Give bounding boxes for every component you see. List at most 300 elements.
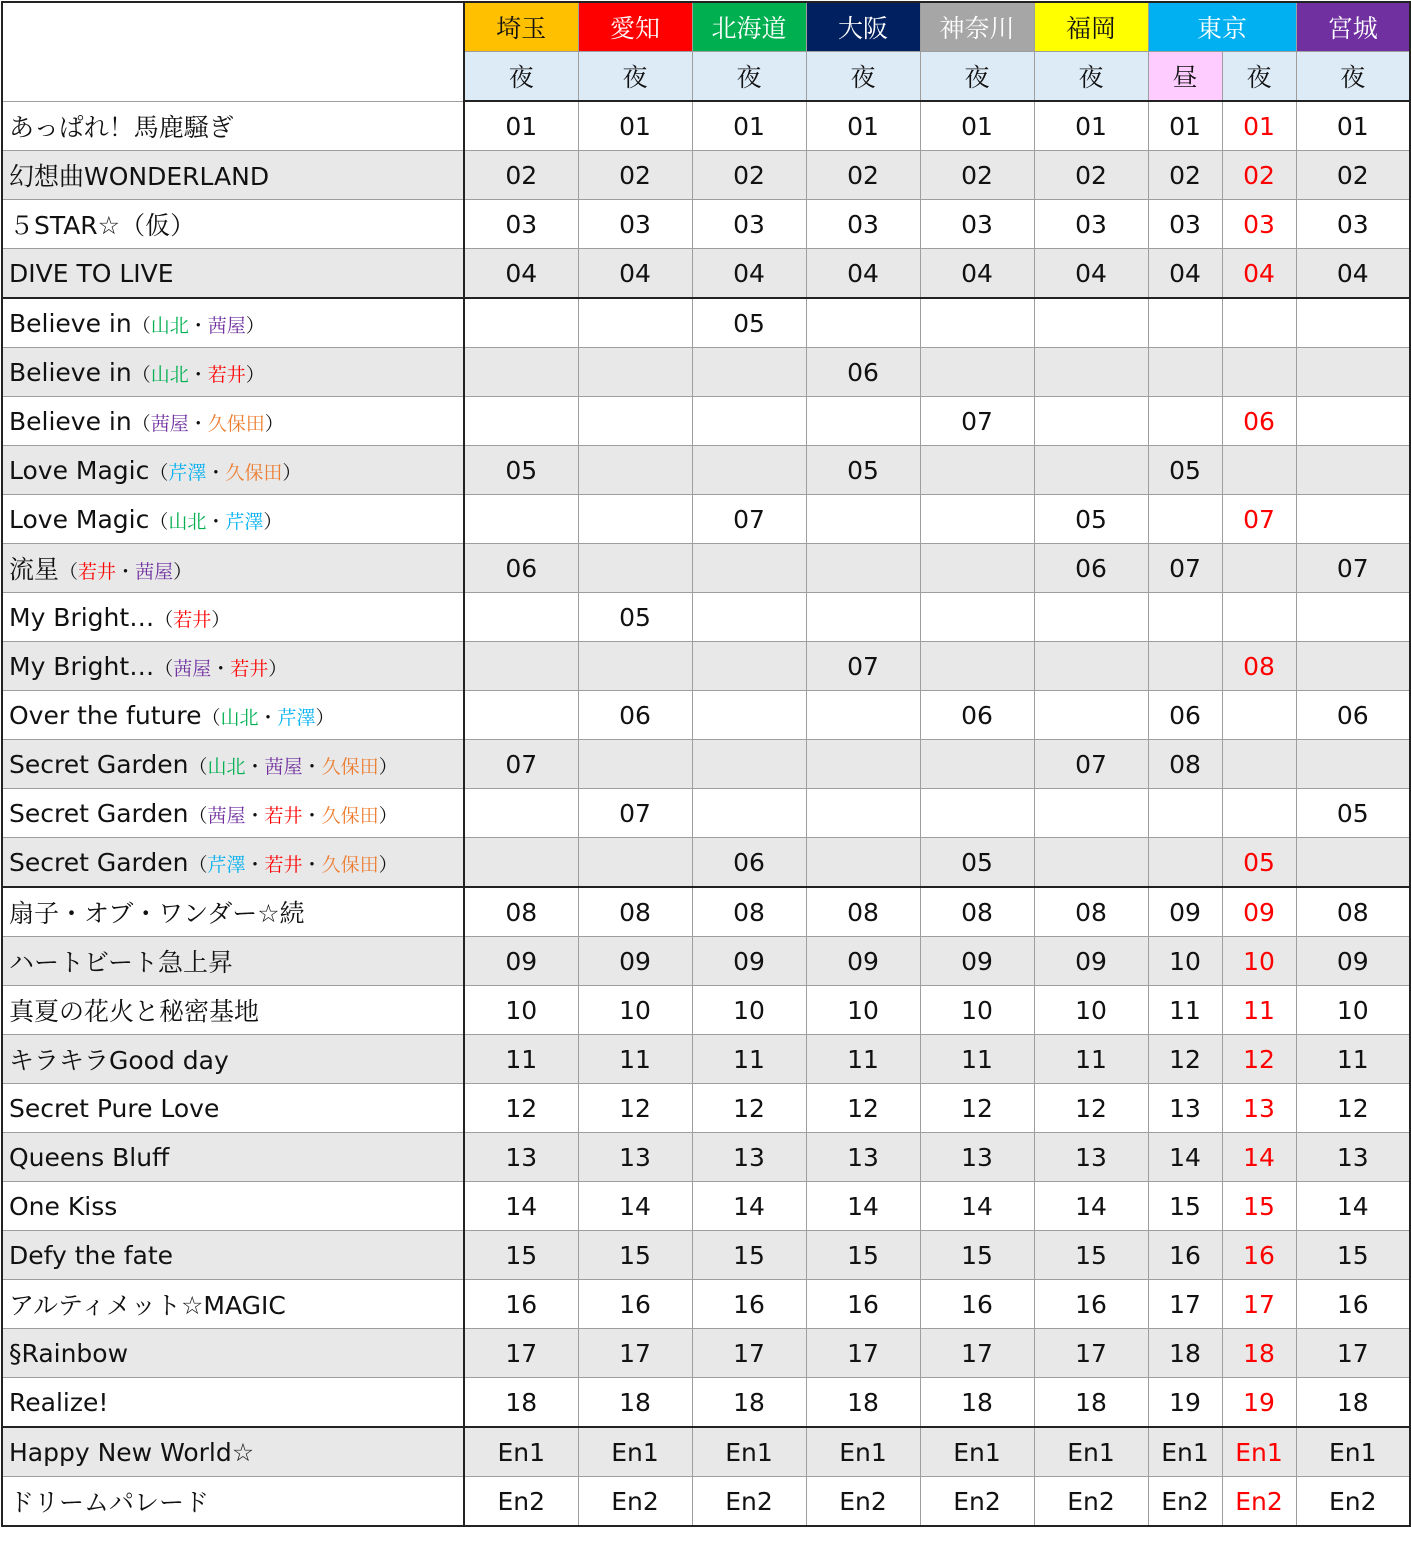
order-cell: 14 — [1034, 1182, 1148, 1231]
order-cell: 18 — [578, 1378, 692, 1428]
order-cell: 09 — [692, 937, 806, 986]
song-cell — [2, 200, 464, 249]
song-cell — [2, 495, 464, 544]
order-cell: 14 — [1222, 1133, 1296, 1182]
order-cell: 08 — [1034, 887, 1148, 937]
city-header: 福岡 — [1034, 2, 1148, 52]
order-cell: 11 — [692, 1035, 806, 1084]
order-cell: 14 — [806, 1182, 920, 1231]
setlist-row — [2, 495, 1410, 544]
song-cell — [2, 1231, 464, 1280]
order-cell: 11 — [1222, 986, 1296, 1035]
order-cell: 07 — [578, 789, 692, 838]
song-cell — [2, 691, 464, 740]
show-time-label: 夜 — [578, 52, 692, 102]
city-header-row — [2, 2, 1410, 52]
order-cell: 14 — [1148, 1133, 1222, 1182]
member-name: 茜屋 — [135, 561, 174, 583]
order-cell: 05 — [1034, 495, 1148, 544]
order-cell: 08 — [920, 887, 1034, 937]
order-cell — [464, 348, 578, 397]
order-cell: 02 — [920, 151, 1034, 200]
order-cell: 05 — [692, 298, 806, 348]
order-cell: 16 — [692, 1280, 806, 1329]
order-cell: 15 — [1034, 1231, 1148, 1280]
order-cell: 09 — [1148, 887, 1222, 937]
order-cell — [806, 789, 920, 838]
order-cell: 06 — [692, 838, 806, 888]
order-cell: 17 — [920, 1329, 1034, 1378]
order-cell: 06 — [1222, 397, 1296, 446]
show-time-label: 夜 — [692, 52, 806, 102]
setlist-row — [2, 446, 1410, 495]
song-title: Love Magic — [9, 504, 150, 534]
order-cell: 01 — [806, 101, 920, 151]
order-cell — [578, 348, 692, 397]
order-cell — [1148, 593, 1222, 642]
order-cell: 14 — [1296, 1182, 1410, 1231]
setlist-row — [2, 1378, 1410, 1428]
order-cell — [1222, 691, 1296, 740]
show-time-label: 夜 — [920, 52, 1034, 102]
order-cell: 11 — [1034, 1035, 1148, 1084]
order-cell: En1 — [1034, 1427, 1148, 1477]
setlist-row — [2, 200, 1410, 249]
order-cell: 04 — [464, 249, 578, 299]
order-cell — [692, 446, 806, 495]
order-cell — [578, 298, 692, 348]
show-time-label: 夜 — [464, 52, 578, 102]
corner-cell — [2, 2, 464, 101]
order-cell: 06 — [1148, 691, 1222, 740]
order-cell: 12 — [920, 1084, 1034, 1133]
member-name: 久保田 — [207, 412, 265, 435]
song-cell — [2, 593, 464, 642]
city-header: 埼玉 — [464, 2, 578, 52]
order-cell: 13 — [1034, 1133, 1148, 1182]
song-title: One Kiss — [9, 1191, 118, 1221]
song-cell — [2, 1477, 464, 1527]
order-cell — [920, 446, 1034, 495]
order-cell — [1222, 789, 1296, 838]
order-cell: 01 — [578, 101, 692, 151]
song-cell — [2, 446, 464, 495]
order-cell: 09 — [1034, 937, 1148, 986]
song-title: 扇子・オブ・ワンダー☆続 — [9, 899, 305, 928]
song-title: ドリームパレード — [9, 1488, 210, 1517]
order-cell: 10 — [1296, 986, 1410, 1035]
order-cell — [578, 397, 692, 446]
setlist-row — [2, 642, 1410, 691]
order-cell: 13 — [692, 1133, 806, 1182]
order-cell — [692, 593, 806, 642]
order-cell: En2 — [464, 1477, 578, 1527]
order-cell — [1222, 348, 1296, 397]
order-cell — [806, 593, 920, 642]
setlist-row — [2, 1280, 1410, 1329]
setlist-row — [2, 593, 1410, 642]
member-name: 芹澤 — [277, 706, 316, 729]
order-cell: En2 — [1222, 1477, 1296, 1527]
member-note: （山北・茜屋・久保田） — [188, 755, 398, 778]
member-note: （芹澤・若井・久保田） — [188, 853, 398, 876]
member-note: （茜屋・若井） — [154, 657, 288, 680]
order-cell — [1222, 446, 1296, 495]
song-cell — [2, 298, 464, 348]
order-cell — [806, 544, 920, 593]
member-name: 山北 — [150, 314, 189, 337]
song-title: §Rainbow — [9, 1338, 129, 1368]
city-header: 東京 — [1148, 2, 1296, 52]
member-name: 山北 — [220, 706, 259, 729]
order-cell — [1148, 838, 1222, 888]
member-note: （若井・茜屋） — [59, 561, 193, 583]
order-cell: En2 — [692, 1477, 806, 1527]
order-cell: En2 — [1296, 1477, 1410, 1527]
order-cell: 04 — [1034, 249, 1148, 299]
order-cell: 09 — [1222, 887, 1296, 937]
song-cell — [2, 397, 464, 446]
order-cell: 06 — [1034, 544, 1148, 593]
song-cell — [2, 986, 464, 1035]
setlist-body — [2, 101, 1410, 1526]
order-cell: 04 — [578, 249, 692, 299]
order-cell — [692, 544, 806, 593]
order-cell — [692, 691, 806, 740]
order-cell — [1296, 495, 1410, 544]
order-cell — [806, 397, 920, 446]
order-cell — [1034, 838, 1148, 888]
order-cell: 03 — [920, 200, 1034, 249]
song-cell — [2, 1084, 464, 1133]
setlist-row — [2, 740, 1410, 789]
order-cell — [464, 593, 578, 642]
song-cell — [2, 101, 464, 151]
order-cell: 07 — [464, 740, 578, 789]
order-cell: 04 — [920, 249, 1034, 299]
order-cell — [1222, 298, 1296, 348]
order-cell: 09 — [464, 937, 578, 986]
order-cell: 02 — [1034, 151, 1148, 200]
order-cell — [1034, 691, 1148, 740]
order-cell — [1034, 642, 1148, 691]
order-cell: 06 — [464, 544, 578, 593]
song-title: 真夏の花火と秘密基地 — [9, 997, 260, 1026]
song-title: キラキラGood day — [9, 1046, 229, 1075]
member-name: 若井 — [264, 804, 303, 827]
order-cell: 12 — [464, 1084, 578, 1133]
order-cell — [920, 544, 1034, 593]
order-cell: 16 — [920, 1280, 1034, 1329]
order-cell — [1034, 446, 1148, 495]
member-name: 久保田 — [321, 853, 379, 876]
order-cell: 04 — [1296, 249, 1410, 299]
order-cell — [920, 740, 1034, 789]
order-cell — [1148, 642, 1222, 691]
order-cell: 11 — [1296, 1035, 1410, 1084]
order-cell: 12 — [1222, 1035, 1296, 1084]
setlist-row — [2, 298, 1410, 348]
member-note: （茜屋・若井・久保田） — [188, 804, 398, 827]
order-cell: 03 — [1222, 200, 1296, 249]
order-cell — [692, 348, 806, 397]
member-name: 若井 — [173, 608, 212, 631]
order-cell: 16 — [1296, 1280, 1410, 1329]
order-cell — [464, 495, 578, 544]
order-cell — [578, 642, 692, 691]
order-cell — [1296, 838, 1410, 888]
order-cell: 05 — [1222, 838, 1296, 888]
order-cell — [692, 397, 806, 446]
order-cell: En2 — [806, 1477, 920, 1527]
order-cell — [1296, 298, 1410, 348]
song-cell — [2, 1427, 464, 1477]
song-cell — [2, 838, 464, 888]
setlist-row — [2, 1427, 1410, 1477]
order-cell: 12 — [1148, 1035, 1222, 1084]
member-name: 茜屋 — [207, 314, 246, 337]
member-name: 若井 — [230, 657, 269, 680]
order-cell: 02 — [464, 151, 578, 200]
order-cell: 05 — [464, 446, 578, 495]
song-title: DIVE TO LIVE — [9, 258, 174, 288]
member-name: 茜屋 — [207, 804, 246, 827]
order-cell: 10 — [578, 986, 692, 1035]
order-cell: 11 — [464, 1035, 578, 1084]
order-cell — [920, 789, 1034, 838]
song-cell — [2, 1378, 464, 1428]
order-cell — [1148, 348, 1222, 397]
order-cell — [1034, 298, 1148, 348]
song-title: Secret Garden — [9, 847, 189, 877]
song-title: My Bright… — [9, 651, 155, 681]
order-cell: 15 — [464, 1231, 578, 1280]
member-note: （山北・芹澤） — [201, 706, 335, 729]
song-cell — [2, 740, 464, 789]
member-name: 茜屋 — [264, 755, 303, 778]
order-cell: 06 — [578, 691, 692, 740]
order-cell — [1296, 593, 1410, 642]
order-cell: 15 — [692, 1231, 806, 1280]
order-cell: 09 — [1296, 937, 1410, 986]
order-cell: 01 — [692, 101, 806, 151]
setlist-row — [2, 1035, 1410, 1084]
order-cell: 17 — [1148, 1280, 1222, 1329]
order-cell — [1148, 789, 1222, 838]
order-cell: 04 — [1148, 249, 1222, 299]
order-cell: 10 — [464, 986, 578, 1035]
order-cell: 13 — [578, 1133, 692, 1182]
setlist-row — [2, 397, 1410, 446]
order-cell: 10 — [1222, 937, 1296, 986]
song-title: Secret Pure Love — [9, 1093, 220, 1123]
member-name: 茜屋 — [150, 412, 189, 435]
song-title: Believe in — [9, 308, 132, 338]
order-cell — [806, 298, 920, 348]
order-cell: 15 — [1148, 1182, 1222, 1231]
song-cell — [2, 887, 464, 937]
member-note: （茜屋・久保田） — [131, 412, 284, 435]
song-title: Queens Bluff — [9, 1142, 170, 1172]
song-cell — [2, 544, 464, 593]
order-cell: 10 — [806, 986, 920, 1035]
order-cell — [464, 642, 578, 691]
order-cell: 17 — [1296, 1329, 1410, 1378]
song-title: Happy New World☆ — [9, 1437, 255, 1467]
order-cell: 03 — [1034, 200, 1148, 249]
order-cell: 05 — [578, 593, 692, 642]
order-cell: 09 — [578, 937, 692, 986]
order-cell — [1296, 446, 1410, 495]
order-cell — [464, 691, 578, 740]
setlist-row — [2, 1477, 1410, 1527]
order-cell: 01 — [1148, 101, 1222, 151]
order-cell — [578, 446, 692, 495]
order-cell: 10 — [920, 986, 1034, 1035]
order-cell — [1296, 740, 1410, 789]
order-cell: 17 — [806, 1329, 920, 1378]
order-cell: 03 — [692, 200, 806, 249]
order-cell: En1 — [464, 1427, 578, 1477]
setlist-table — [1, 1, 1411, 1527]
order-cell: 08 — [1148, 740, 1222, 789]
setlist-row — [2, 1182, 1410, 1231]
member-note: （芹澤・久保田） — [149, 461, 302, 484]
order-cell: 01 — [920, 101, 1034, 151]
song-title: My Bright… — [9, 602, 155, 632]
song-title: Believe in — [9, 357, 132, 387]
order-cell: En1 — [692, 1427, 806, 1477]
order-cell: 15 — [1296, 1231, 1410, 1280]
order-cell: En1 — [1222, 1427, 1296, 1477]
order-cell — [464, 298, 578, 348]
order-cell — [464, 838, 578, 888]
setlist-row — [2, 986, 1410, 1035]
order-cell — [806, 740, 920, 789]
song-cell — [2, 789, 464, 838]
song-title: Over the future — [9, 700, 202, 730]
member-name: 久保田 — [321, 804, 379, 827]
song-cell — [2, 1280, 464, 1329]
order-cell: 10 — [692, 986, 806, 1035]
member-name: 久保田 — [321, 755, 379, 778]
order-cell — [692, 789, 806, 838]
order-cell: 07 — [806, 642, 920, 691]
song-title: Secret Garden — [9, 798, 189, 828]
member-name: 若井 — [207, 363, 246, 386]
order-cell — [920, 495, 1034, 544]
order-cell — [1296, 397, 1410, 446]
show-time-label: 夜 — [1296, 52, 1410, 102]
order-cell: En2 — [1148, 1477, 1222, 1527]
order-cell — [920, 593, 1034, 642]
setlist-row — [2, 1084, 1410, 1133]
member-note: （若井） — [154, 608, 231, 631]
order-cell: 08 — [692, 887, 806, 937]
order-cell: 02 — [1222, 151, 1296, 200]
show-time-label: 夜 — [1034, 52, 1148, 102]
order-cell — [920, 298, 1034, 348]
order-cell: 08 — [1222, 642, 1296, 691]
order-cell: 16 — [578, 1280, 692, 1329]
order-cell: 02 — [578, 151, 692, 200]
setlist-row — [2, 151, 1410, 200]
order-cell: 06 — [1296, 691, 1410, 740]
song-title: Love Magic — [9, 455, 150, 485]
order-cell: 10 — [1034, 986, 1148, 1035]
setlist-row — [2, 101, 1410, 151]
song-title: アルティメット☆MAGIC — [9, 1291, 286, 1320]
order-cell: En1 — [1296, 1427, 1410, 1477]
order-cell: 13 — [1148, 1084, 1222, 1133]
order-cell — [578, 740, 692, 789]
order-cell — [806, 495, 920, 544]
order-cell — [1034, 348, 1148, 397]
setlist-row — [2, 1231, 1410, 1280]
order-cell: 09 — [920, 937, 1034, 986]
order-cell — [1296, 642, 1410, 691]
order-cell: 15 — [578, 1231, 692, 1280]
song-cell — [2, 1182, 464, 1231]
order-cell: 16 — [806, 1280, 920, 1329]
song-title: Defy the fate — [9, 1240, 174, 1270]
order-cell: 15 — [920, 1231, 1034, 1280]
order-cell: 17 — [1034, 1329, 1148, 1378]
order-cell: 14 — [578, 1182, 692, 1231]
order-cell: 03 — [1296, 200, 1410, 249]
member-name: 芹澤 — [168, 461, 207, 484]
order-cell: En2 — [920, 1477, 1034, 1527]
order-cell: En1 — [578, 1427, 692, 1477]
song-title: Secret Garden — [9, 749, 189, 779]
order-cell: 13 — [464, 1133, 578, 1182]
order-cell: 19 — [1148, 1378, 1222, 1428]
city-header: 大阪 — [806, 2, 920, 52]
order-cell: 01 — [464, 101, 578, 151]
order-cell: 17 — [578, 1329, 692, 1378]
show-time-label: 夜 — [806, 52, 920, 102]
order-cell: 11 — [806, 1035, 920, 1084]
order-cell — [578, 495, 692, 544]
order-cell: 07 — [692, 495, 806, 544]
song-cell — [2, 151, 464, 200]
order-cell: 02 — [692, 151, 806, 200]
order-cell: 04 — [806, 249, 920, 299]
order-cell: 18 — [464, 1378, 578, 1428]
order-cell: 04 — [692, 249, 806, 299]
order-cell: 11 — [578, 1035, 692, 1084]
order-cell — [920, 348, 1034, 397]
order-cell: 19 — [1222, 1378, 1296, 1428]
order-cell: 03 — [806, 200, 920, 249]
order-cell: 13 — [1296, 1133, 1410, 1182]
order-cell: 11 — [920, 1035, 1034, 1084]
order-cell: 15 — [1222, 1182, 1296, 1231]
song-cell — [2, 249, 464, 299]
order-cell: 18 — [1296, 1378, 1410, 1428]
order-cell — [1034, 593, 1148, 642]
order-cell: 17 — [464, 1329, 578, 1378]
order-cell — [1148, 495, 1222, 544]
order-cell: 08 — [578, 887, 692, 937]
order-cell — [1034, 789, 1148, 838]
order-cell: 16 — [464, 1280, 578, 1329]
member-name: 芹澤 — [225, 510, 264, 533]
order-cell: En1 — [806, 1427, 920, 1477]
order-cell: 13 — [920, 1133, 1034, 1182]
order-cell — [692, 740, 806, 789]
order-cell — [1296, 348, 1410, 397]
